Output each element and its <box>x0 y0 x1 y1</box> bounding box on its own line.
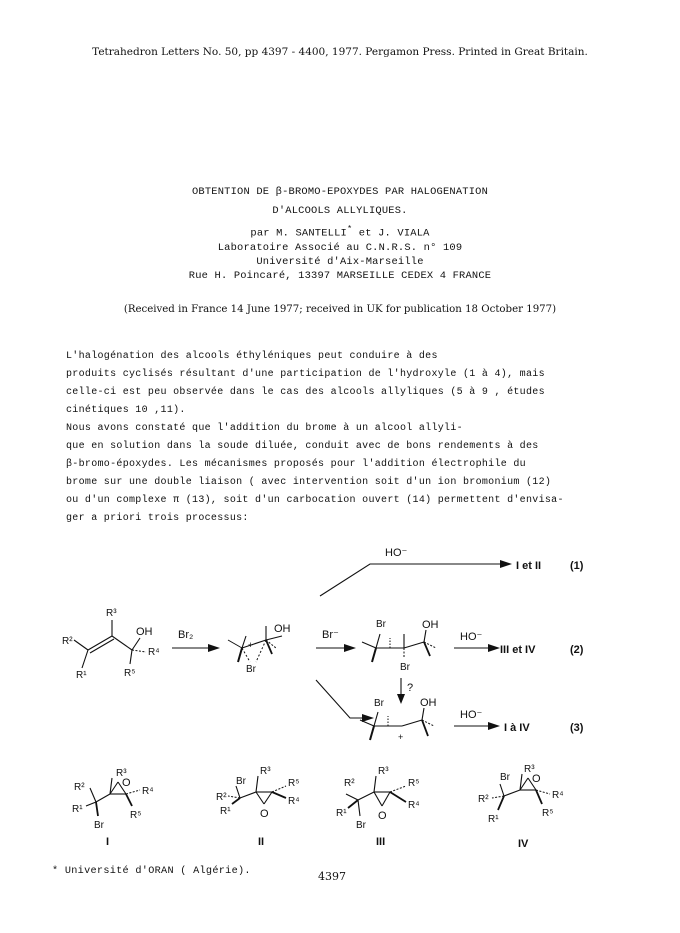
brminus-arrowhead <box>344 644 356 652</box>
epoxide-isomer-II <box>216 766 300 848</box>
svg-text:R³: R³ <box>260 766 271 777</box>
svg-text:Br: Br <box>500 772 510 783</box>
svg-text:Br: Br <box>246 664 256 675</box>
route1-reagent: HO⁻ <box>385 547 408 559</box>
route2-arrowhead <box>488 644 500 652</box>
svg-text:R²: R² <box>216 792 227 803</box>
route1-arrowhead <box>500 560 512 568</box>
svg-text:R⁵: R⁵ <box>288 778 300 789</box>
body-line: cinétiques 10 ,11). <box>66 405 186 416</box>
question-mark: ? <box>407 682 414 694</box>
svg-text:R⁴: R⁴ <box>288 796 300 807</box>
svg-text:R¹: R¹ <box>488 814 499 825</box>
body-line: β-bromo-époxydes. Les mécanismes proposés pour l'addition électrophile du <box>66 459 526 470</box>
body-line: celle-ci est peu observée dans le cas des alcools allyliques (5 à 9 , études <box>66 387 545 398</box>
svg-text:O: O <box>260 808 269 820</box>
question-arrowhead <box>397 694 405 704</box>
svg-text:OH: OH <box>422 619 439 631</box>
svg-text:Br: Br <box>400 662 410 673</box>
body-line: Nous avons constaté que l'addition du brome à un alcool allyli- <box>66 423 463 434</box>
svg-text:R⁵: R⁵ <box>130 810 142 821</box>
footnote <box>52 866 251 877</box>
route3-arrow <box>316 680 364 718</box>
br2-reagent: Br₂ <box>178 629 194 641</box>
body-line: ger a priori trois processus: <box>66 513 249 524</box>
svg-text:R³: R³ <box>116 768 127 779</box>
epoxide-isomer-III <box>336 766 420 848</box>
svg-text:R²: R² <box>478 794 489 805</box>
svg-text:I: I <box>106 836 110 848</box>
svg-text:R²: R² <box>344 778 355 789</box>
route3-reagent: HO⁻ <box>460 709 483 721</box>
route3-arrowhead <box>362 714 374 722</box>
svg-text:R⁵: R⁵ <box>408 778 420 789</box>
article-title-line1: OBTENTION DE β-BROMO-EPOXYDES PAR HALOGENATION <box>191 186 489 198</box>
svg-text:R⁵: R⁵ <box>542 808 554 819</box>
svg-text:Br: Br <box>374 698 384 709</box>
body-line: produits cyclisés résultant d'une participation de l'hydroxyle (1 à 4), mais <box>66 369 545 380</box>
svg-text:O: O <box>378 810 387 822</box>
route1-label: (1) <box>570 560 584 572</box>
route1-products: I et II <box>516 560 542 572</box>
route3-products: I à IV <box>504 722 530 734</box>
svg-text:R⁴: R⁴ <box>148 647 160 658</box>
authors-suffix: et J. VIALA <box>352 227 430 240</box>
author-line <box>0 224 680 239</box>
reaction-scheme <box>60 540 630 860</box>
svg-text:R¹: R¹ <box>220 806 231 817</box>
footnote-text: Université d'ORAN ( Algérie). <box>58 866 251 877</box>
body-line: brome sur une double liaison ( avec intervention soit d'un ion bromonium (12) <box>66 477 552 488</box>
svg-text:R⁴: R⁴ <box>142 786 154 797</box>
svg-text:O: O <box>122 777 131 789</box>
svg-text:R²: R² <box>74 782 85 793</box>
svg-text:R³: R³ <box>378 766 389 777</box>
route3-ho-arrowhead <box>488 722 500 730</box>
affiliation-line2: Université d'Aix-Marseille <box>256 256 424 268</box>
svg-text:R¹: R¹ <box>336 808 347 819</box>
author-footnote-mark: * <box>346 224 353 234</box>
svg-text:Br: Br <box>94 820 104 831</box>
route2-reagent: HO⁻ <box>460 631 483 643</box>
svg-text:Br: Br <box>356 820 366 831</box>
svg-text:OH: OH <box>274 623 291 635</box>
received-dates: (Received in France 14 June 1977; received in UK for publication 18 October 1977) <box>123 304 557 315</box>
dibromide-intermediate <box>362 619 439 673</box>
svg-text:IV: IV <box>518 838 529 850</box>
svg-text:R³: R³ <box>524 764 535 775</box>
route2-label: (2) <box>570 644 584 656</box>
svg-text:+: + <box>248 640 254 650</box>
svg-text:R¹: R¹ <box>76 670 87 681</box>
journal-header: Tetrahedron Letters No. 50, pp 4397 - 4400, 1977. Pergamon Press. Printed in Great Britain. <box>92 46 588 58</box>
svg-text:R⁵: R⁵ <box>124 668 136 679</box>
svg-text:R³: R³ <box>106 608 117 619</box>
svg-text:OH: OH <box>136 626 153 638</box>
svg-text:Br: Br <box>236 776 246 787</box>
svg-text:R⁴: R⁴ <box>552 790 564 801</box>
affiliation-line3: Rue H. Poincaré, 13397 MARSEILLE CEDEX 4 FRANCE <box>188 270 492 282</box>
svg-text:O: O <box>532 773 541 785</box>
bromonium-intermediate <box>228 623 291 675</box>
footnote-mark: * <box>52 866 59 877</box>
page-number: 4397 <box>318 870 346 883</box>
allylic-alcohol <box>62 608 160 681</box>
svg-text:III: III <box>376 836 386 848</box>
authors-prefix: par M. SANTELLI <box>250 227 347 240</box>
br2-arrowhead <box>208 644 220 652</box>
route1-arrow <box>320 564 500 596</box>
svg-text:R¹: R¹ <box>72 804 83 815</box>
brminus-reagent: Br⁻ <box>322 629 339 641</box>
svg-text:OH: OH <box>420 697 437 709</box>
article-title-line2: D'ALCOOLS ALLYLIQUES. <box>272 205 408 217</box>
route2-products: III et IV <box>500 644 536 656</box>
carbocation-intermediate <box>360 697 437 742</box>
body-line: ou d'un complexe π (13), soit d'un carbocation ouvert (14) permettent d'envisa- <box>66 495 564 506</box>
svg-text:R²: R² <box>62 636 73 647</box>
epoxide-isomer-I <box>72 768 154 848</box>
svg-text:Br: Br <box>376 619 386 630</box>
body-line: L'halogénation des alcools éthyléniques peut conduire à des <box>66 351 438 362</box>
svg-text:II: II <box>258 836 265 848</box>
affiliation-line1: Laboratoire Associé au C.N.R.S. n° 109 <box>217 242 463 254</box>
svg-text:R⁴: R⁴ <box>408 800 420 811</box>
svg-text:+: + <box>398 732 404 742</box>
route3-label: (3) <box>570 722 584 734</box>
body-line: que en solution dans la soude diluée, conduit avec de bons rendements à des <box>66 441 539 452</box>
epoxide-isomer-IV <box>478 764 564 850</box>
